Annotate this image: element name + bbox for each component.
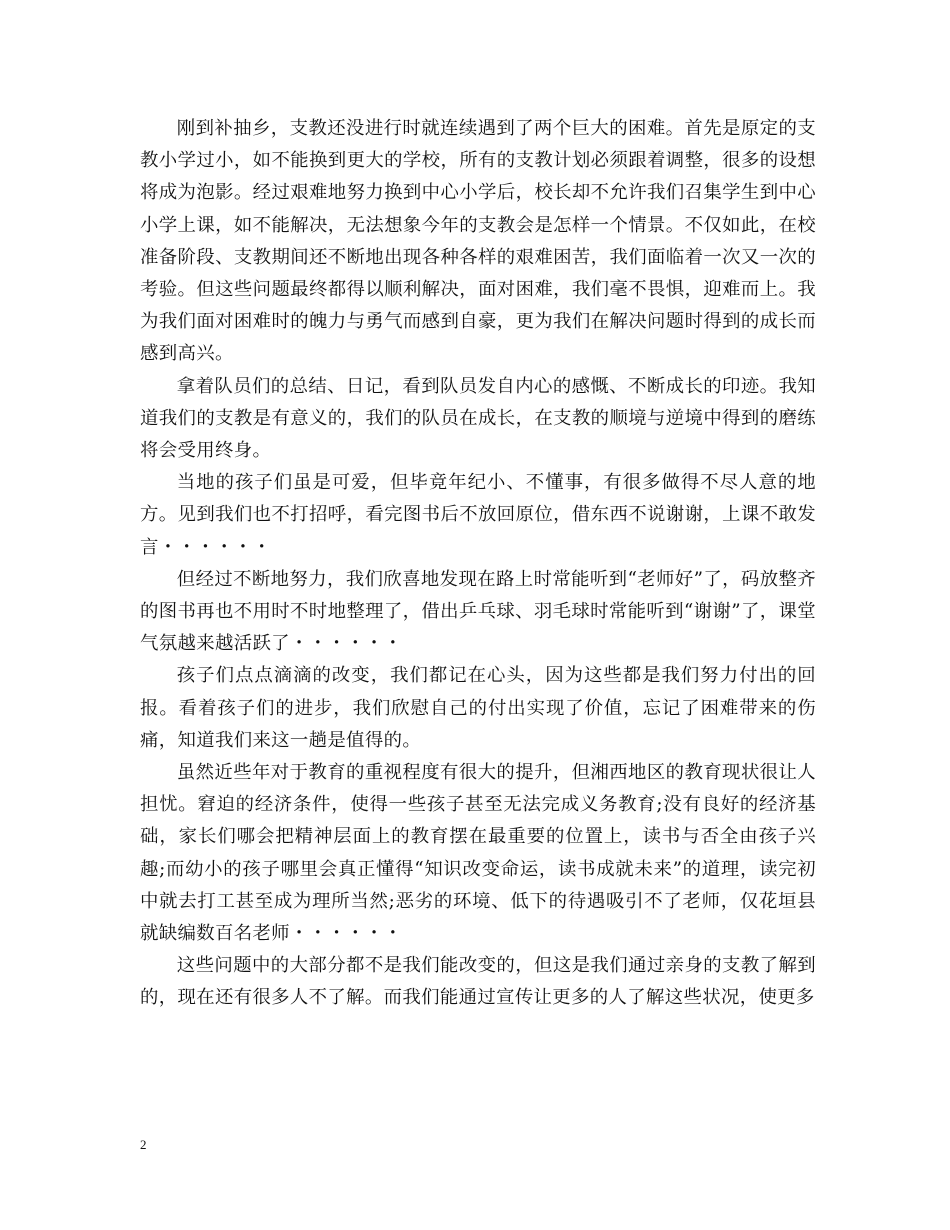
body-text bbox=[140, 113, 816, 1015]
page-number: 2 bbox=[140, 1137, 147, 1152]
paragraph-3: 当地的孩子们虽是可爱，但毕竟年纪小、不懂事，有很多做得不尽人意的地方。见到我们也不打招呼，看完图书后不放回原位，借东西不说谢谢，上课不敢发言・・・・・・ bbox=[140, 472, 816, 558]
paragraph-6: 虽然近些年对于教育的重视程度有很大的提升，但湘西地区的教育现状很让人担忧。窘迫的经济条件，使得一些孩子甚至无法完成义务教育;没有良好的经济基础，家长们哪会把精神层面上的教育摆在最重要的位置上，读书与否全由孩子兴趣;而幼小的孩子哪里会真正懂得“知识改变命运，读书成就未来”的道理，读完初中就去打工甚至成为理所当然;恶劣的环境、低下的待遇吸引不了老师，仅花垣县就缺编数百名老师・・・・・・ bbox=[140, 762, 816, 945]
paragraph-1: 刚到补抽乡，支教还没进行时就连续遇到了两个巨大的困难。首先是原定的支教小学过小，如不能换到更大的学校，所有的支教计划必须跟着调整，很多的设想将成为泡影。经过艰难地努力换到中心小学后，校长却不允许我们召集学生到中心小学上课，如不能解决，无法想象今年的支教会是怎样一个情景。不仅如此，在校准备阶段、支教期间还不断地出现各种各样的艰难困苦，我们面临着一次又一次的考验。但这些问题最终都得以顺利解决，面对困难，我们毫不畏惧，迎难而上。我为我们面对困难时的魄力与勇气而感到自豪，更为我们在解决问题时得到的成长而感到高兴。 bbox=[140, 118, 816, 365]
paragraph-7: 这些问题中的大部分都不是我们能改变的，但这是我们通过亲身的支教了解到的，现在还有很多人不了解。而我们能通过宣传让更多的人了解这些状况，使更多 bbox=[140, 955, 816, 1009]
paragraph-2: 拿着队员们的总结、日记，看到队员发自内心的感慨、不断成长的印迹。我知道我们的支教是有意义的，我们的队员在成长，在支教的顺境与逆境中得到的磨练将会受用终身。 bbox=[140, 375, 816, 462]
paragraph-5: 孩子们点点滴滴的改变，我们都记在心头，因为这些都是我们努力付出的回报。看着孩子们的进步，我们欣慰自己的付出实现了价值，忘记了困难带来的伤痛，知道我们来这一趟是值得的。 bbox=[140, 665, 816, 751]
paragraph-4: 但经过不断地努力，我们欣喜地发现在路上时常能听到“老师好”了，码放整齐的图书再也不用时不时地整理了，借出乒乓球、羽毛球时常能听到“谢谢”了，课堂气氛越来越活跃了・・・・・・ bbox=[140, 568, 816, 655]
